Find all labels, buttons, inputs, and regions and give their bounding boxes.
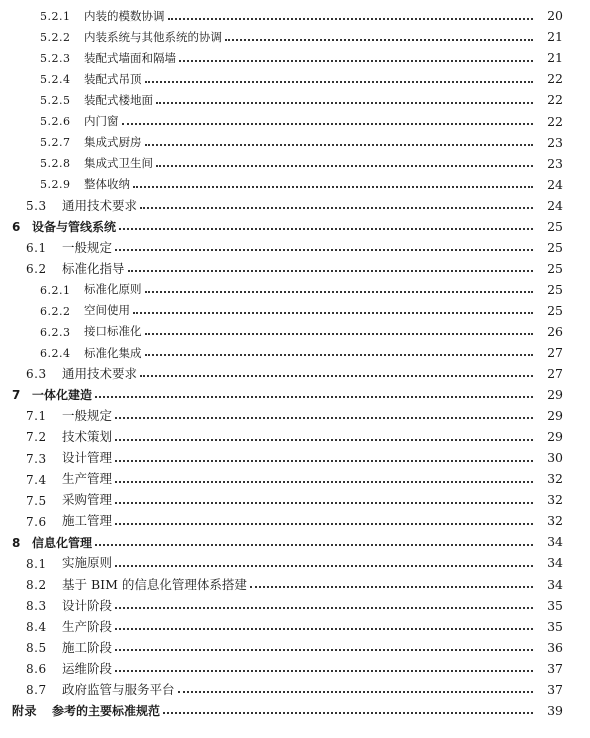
toc-entry-number: 7.1	[26, 409, 47, 424]
toc-entry-number: 8.6	[26, 661, 47, 676]
toc-entry-title: 通用技术要求	[62, 197, 138, 213]
toc-entry-page-number: 34	[547, 576, 563, 592]
toc-entry-page-number: 32	[547, 513, 563, 529]
toc-entry-title: 内门窗	[84, 114, 119, 128]
toc-entry-number: 7.3	[26, 451, 47, 466]
toc-entry-page-number: 21	[547, 29, 563, 45]
toc-entry-number: 7.6	[26, 514, 47, 529]
toc-entry-page-number: 24	[547, 197, 563, 213]
toc-entry-title: 标准化指导	[62, 260, 125, 276]
toc-entry-title: 生产管理	[62, 471, 113, 487]
toc-entry-page-number: 29	[547, 429, 563, 445]
toc-entry[interactable]	[0, 680, 590, 701]
toc-entry-title: 装配式楼地面	[84, 92, 153, 107]
toc-entry-page-number: 23	[547, 155, 563, 171]
toc-entry-page-number: 22	[547, 92, 563, 108]
toc-entry-number: 6.1	[26, 241, 47, 256]
toc-entry-title: 实施原则	[62, 555, 113, 571]
toc-entry-page-number: 37	[547, 660, 563, 676]
toc-entry-number: 6.2.4	[40, 346, 71, 360]
toc-entry-page-number: 25	[547, 302, 563, 318]
toc-entry-page-number: 36	[547, 639, 563, 655]
toc-entry-number: 8.3	[26, 598, 47, 613]
toc-entry[interactable]	[0, 469, 590, 490]
toc-entry-page-number: 39	[547, 702, 563, 718]
toc-entry-number: 8.7	[26, 683, 47, 698]
toc-entry[interactable]	[0, 701, 590, 722]
toc-entry-title: 施工阶段	[62, 639, 113, 655]
toc-entry-page-number: 22	[547, 113, 563, 129]
toc-dot-leader	[115, 469, 533, 490]
toc-entry-number: 5.2.5	[40, 94, 71, 108]
toc-entry-title: 信息化管理	[32, 535, 93, 550]
toc-entry[interactable]	[0, 216, 590, 237]
toc-entry-title: 采购管理	[62, 492, 113, 508]
toc-entry-page-number: 21	[547, 50, 563, 66]
toc-dot-leader	[115, 490, 533, 511]
toc-entry-page-number: 34	[547, 534, 563, 550]
toc-entry[interactable]	[0, 532, 590, 553]
toc-entry-number: 8.1	[26, 556, 47, 571]
toc-entry[interactable]	[0, 637, 590, 658]
toc-entry-page-number: 22	[547, 71, 563, 87]
toc-entry-page-number: 35	[547, 618, 563, 634]
toc-entry[interactable]	[0, 511, 590, 532]
toc-dot-leader	[115, 511, 533, 532]
toc-entry-page-number: 27	[547, 366, 563, 382]
toc-entry-title: 整体收纳	[84, 177, 130, 192]
toc-entry-page-number: 24	[547, 176, 563, 192]
toc-entry[interactable]	[0, 280, 590, 301]
toc-entry-title: 技术策划	[62, 429, 113, 445]
toc-dot-leader	[115, 448, 533, 469]
toc-dot-leader	[115, 406, 533, 427]
toc-entry-number: 附录	[12, 704, 38, 719]
toc-dot-leader	[133, 301, 533, 322]
toc-entry-number: 6.2	[26, 262, 47, 277]
toc-dot-leader	[250, 574, 533, 595]
toc-entry[interactable]	[0, 322, 590, 343]
toc-dot-leader	[140, 364, 533, 385]
toc-entry-title: 一般规定	[62, 239, 113, 255]
toc-entry-number: 5.2.7	[40, 136, 71, 150]
toc-dot-leader	[178, 680, 533, 701]
toc-entry-page-number: 35	[547, 597, 563, 613]
toc-entry-number: 5.2.3	[40, 52, 71, 66]
toc-entry-title: 标准化集成	[84, 345, 142, 360]
toc-entry-title: 施工管理	[62, 513, 113, 529]
toc-dot-leader	[145, 343, 534, 364]
toc-entry-page-number: 30	[547, 450, 563, 466]
toc-entry[interactable]	[0, 111, 590, 132]
toc-entry-title: 装配式吊顶	[84, 71, 142, 86]
toc-entry-number: 8.5	[26, 640, 47, 655]
toc-entry-number: 7	[12, 388, 21, 403]
toc-entry[interactable]	[0, 301, 590, 322]
toc-entry[interactable]	[0, 238, 590, 259]
toc-entry[interactable]	[0, 406, 590, 427]
toc-entry-number: 5.2.9	[40, 178, 71, 192]
toc-entry[interactable]	[0, 490, 590, 511]
toc-entry-number: 5.2.6	[40, 115, 71, 129]
toc-entry-page-number: 20	[547, 8, 563, 24]
toc-entry-title: 通用技术要求	[62, 366, 138, 382]
toc-entry[interactable]	[0, 343, 590, 364]
toc-dot-leader	[115, 616, 533, 637]
toc-entry-title: 运维阶段	[62, 660, 113, 676]
toc-entry-number: 5.2.4	[40, 73, 71, 87]
toc-entry-title: 政府监管与服务平台	[62, 681, 175, 697]
toc-entry-page-number: 25	[547, 260, 563, 276]
toc-entry-title: 集成式厨房	[84, 135, 142, 150]
toc-entry-number: 5.3	[26, 198, 47, 213]
toc-dot-leader	[179, 48, 533, 69]
toc-dot-leader	[119, 216, 533, 237]
toc-dot-leader	[95, 532, 533, 553]
toc-dot-leader	[145, 280, 534, 301]
toc-entry[interactable]	[0, 6, 590, 27]
toc-entry[interactable]	[0, 595, 590, 616]
toc-entry[interactable]	[0, 174, 590, 195]
toc-entry-page-number: 34	[547, 555, 563, 571]
toc-entry-title: 装配式墙面和隔墙	[84, 50, 176, 65]
toc-entry-number: 6.2.3	[40, 325, 71, 339]
toc-entry-title: 内装系统与其他系统的协调	[84, 29, 222, 44]
toc-entry-page-number: 29	[547, 387, 563, 403]
toc-entry-number: 7.4	[26, 472, 47, 487]
toc-entry[interactable]	[0, 153, 590, 174]
toc-dot-leader	[115, 553, 533, 574]
toc-entry-page-number: 32	[547, 471, 563, 487]
toc-dot-leader	[168, 6, 534, 27]
toc-entry-page-number: 26	[547, 323, 563, 339]
toc-entry[interactable]	[0, 385, 590, 406]
toc-dot-leader	[145, 69, 534, 90]
toc-dot-leader	[145, 132, 534, 153]
table-of-contents	[0, 6, 590, 722]
toc-dot-leader	[115, 238, 533, 259]
toc-dot-leader	[140, 195, 533, 216]
toc-dot-leader	[115, 595, 533, 616]
toc-entry[interactable]	[0, 69, 590, 90]
toc-dot-leader	[163, 701, 533, 722]
toc-dot-leader	[156, 153, 533, 174]
toc-entry[interactable]	[0, 448, 590, 469]
toc-entry-page-number: 23	[547, 134, 563, 150]
toc-dot-leader	[115, 427, 533, 448]
toc-entry-number: 5.2.2	[40, 31, 71, 45]
toc-dot-leader	[145, 322, 534, 343]
toc-entry[interactable]	[0, 48, 590, 69]
toc-entry-page-number: 29	[547, 408, 563, 424]
toc-entry[interactable]	[0, 90, 590, 111]
toc-entry[interactable]	[0, 27, 590, 48]
toc-entry-title: 内装的模数协调	[84, 8, 165, 23]
toc-entry[interactable]	[0, 364, 590, 385]
toc-entry-number: 5.2.8	[40, 157, 71, 171]
toc-entry-number: 7.2	[26, 430, 47, 445]
toc-entry[interactable]	[0, 132, 590, 153]
toc-entry-number: 5.2.1	[40, 10, 71, 24]
toc-entry-title: 集成式卫生间	[84, 156, 153, 171]
toc-entry-title: 空间使用	[84, 303, 130, 318]
toc-entry[interactable]	[0, 553, 590, 574]
toc-entry-number: 6.2.1	[40, 283, 71, 297]
toc-entry-page-number: 25	[547, 239, 563, 255]
toc-entry-number: 6.3	[26, 367, 47, 382]
toc-entry-title: 一般规定	[62, 408, 113, 424]
toc-dot-leader	[122, 111, 534, 132]
toc-entry-number: 8.4	[26, 619, 47, 634]
toc-entry[interactable]	[0, 658, 590, 679]
toc-dot-leader	[225, 27, 533, 48]
toc-dot-leader	[115, 658, 533, 679]
toc-entry-number: 7.5	[26, 493, 47, 508]
toc-dot-leader	[156, 90, 533, 111]
toc-entry-title: 设计阶段	[62, 597, 113, 613]
toc-entry-title: 参考的主要标准规范	[52, 704, 161, 719]
toc-entry[interactable]	[0, 574, 590, 595]
toc-entry-title: 生产阶段	[62, 618, 113, 634]
toc-entry-number: 8	[12, 535, 21, 550]
toc-entry-page-number: 25	[547, 218, 563, 234]
toc-entry[interactable]	[0, 427, 590, 448]
toc-entry-title: 设备与管线系统	[32, 219, 117, 234]
toc-entry-page-number: 25	[547, 281, 563, 297]
toc-entry-number: 6	[12, 219, 21, 234]
toc-entry-page-number: 37	[547, 681, 563, 697]
toc-entry[interactable]	[0, 195, 590, 216]
toc-entry-title: 基于 BIM 的信息化管理体系搭建	[62, 576, 247, 592]
toc-entry-number: 8.2	[26, 577, 47, 592]
toc-entry-title: 设计管理	[62, 450, 113, 466]
toc-dot-leader	[95, 385, 533, 406]
toc-entry-title: 标准化原则	[84, 282, 142, 297]
toc-dot-leader	[128, 259, 533, 280]
toc-dot-leader	[133, 174, 533, 195]
toc-entry[interactable]	[0, 259, 590, 280]
toc-entry-number: 6.2.2	[40, 304, 71, 318]
toc-entry-title: 一体化建造	[32, 388, 93, 403]
toc-entry[interactable]	[0, 616, 590, 637]
toc-entry-page-number: 27	[547, 345, 563, 361]
toc-entry-title: 接口标准化	[84, 324, 142, 339]
toc-entry-page-number: 32	[547, 492, 563, 508]
toc-dot-leader	[115, 637, 533, 658]
